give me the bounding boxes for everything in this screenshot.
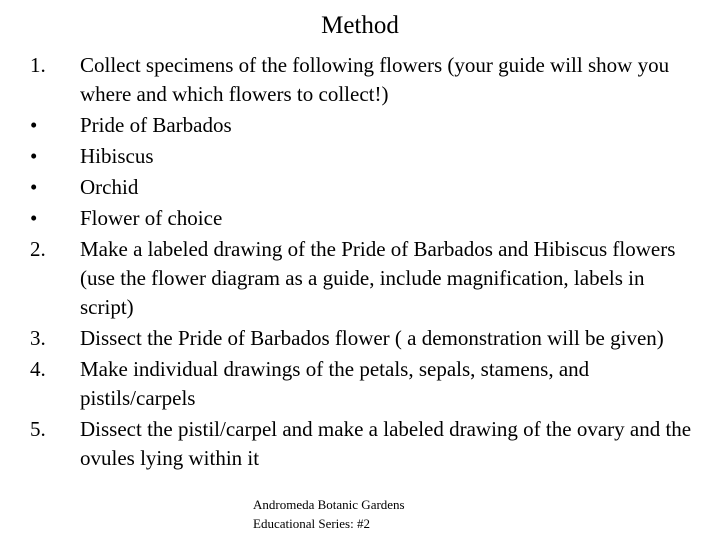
step-marker: 1.	[30, 53, 46, 77]
step-text: Make a labeled drawing of the Pride of Barbados and Hibiscus flowers (use the flower diagram as a guide, include magnification, labels in script)	[80, 237, 676, 319]
step-marker: 5.	[30, 417, 46, 441]
method-step	[30, 173, 700, 202]
step-text: Pride of Barbados	[80, 113, 232, 137]
method-step	[30, 355, 700, 413]
footer-credit	[253, 495, 405, 533]
step-text: Orchid	[80, 175, 139, 199]
bullet-icon: •	[30, 144, 38, 168]
method-step	[30, 204, 700, 233]
page-title: Method	[321, 12, 399, 39]
step-marker: 3.	[30, 326, 46, 350]
bullet-icon: •	[30, 175, 38, 199]
method-step	[30, 111, 700, 140]
bullet-icon: •	[30, 206, 38, 230]
footer-series: Educational Series: #2	[253, 516, 370, 531]
step-text: Collect specimens of the following flowers (your guide will show you where and which flowers to collect!)	[80, 53, 670, 106]
method-step	[30, 324, 700, 353]
step-text: Dissect the Pride of Barbados flower ( a demonstration will be given)	[80, 326, 664, 350]
method-step	[30, 142, 700, 171]
step-text: Dissect the pistil/carpel and make a labeled drawing of the ovary and the ovules lying within it	[80, 417, 692, 470]
step-text: Flower of choice	[80, 206, 223, 230]
step-marker: 4.	[30, 357, 46, 381]
method-steps-list	[30, 51, 700, 475]
method-step	[30, 415, 700, 473]
bullet-icon: •	[30, 113, 38, 137]
step-text: Hibiscus	[80, 144, 154, 168]
footer-organization: Andromeda Botanic Gardens	[253, 497, 405, 512]
step-text: Make individual drawings of the petals, sepals, stamens, and pistils/carpels	[80, 357, 590, 410]
method-step	[30, 235, 700, 322]
method-step	[30, 51, 700, 109]
step-marker: 2.	[30, 237, 46, 261]
